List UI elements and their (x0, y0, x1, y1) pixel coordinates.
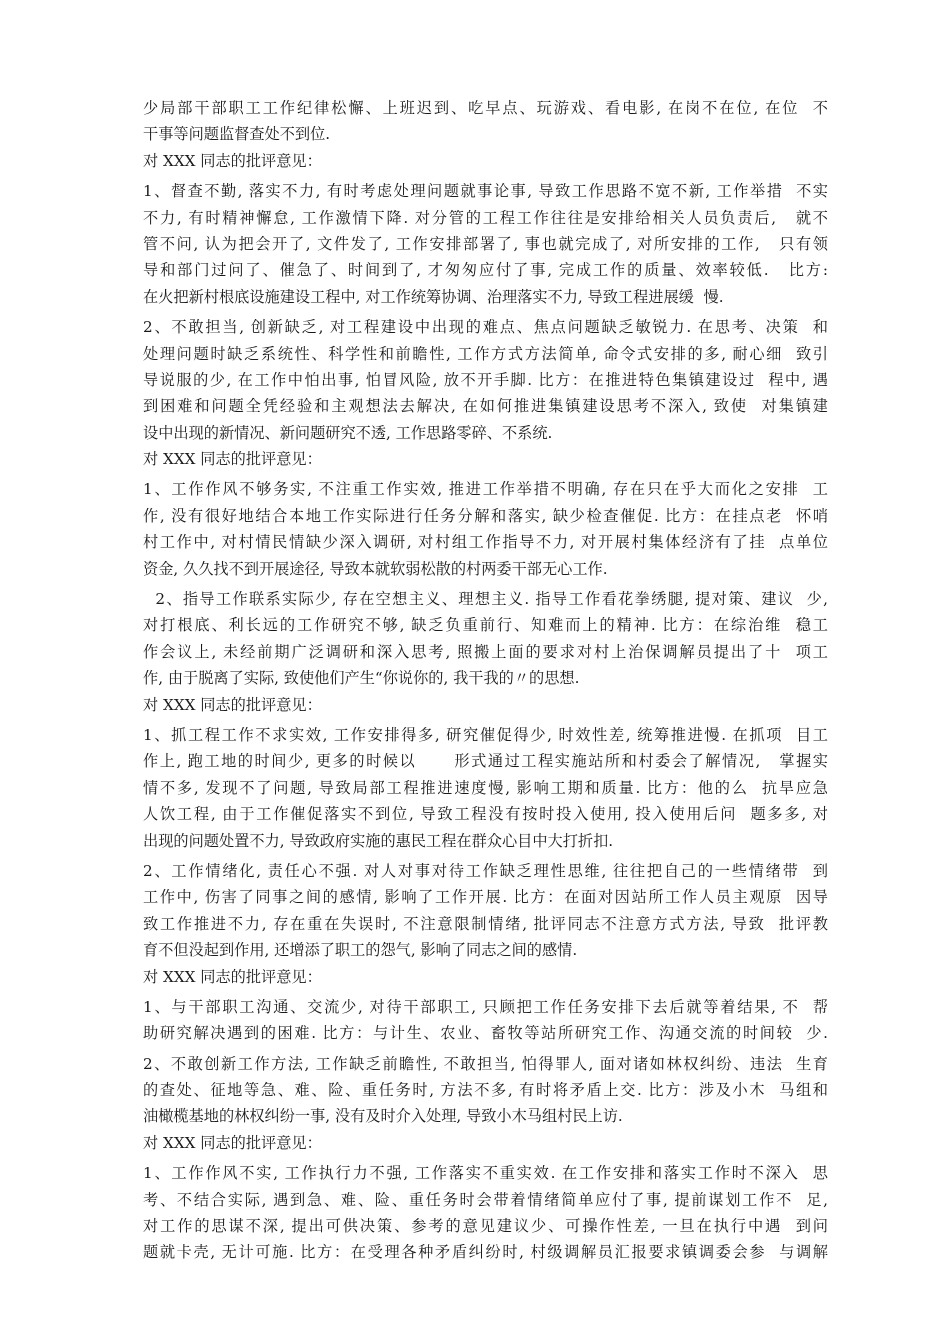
text-line: 情不多, 发现不了问题, 导致局部工程推进速度慢, 影响工期和质量. 比方：他的么 抗旱应急 (143, 778, 828, 797)
text-line: 1、与干部职工沟通、交流少, 对待干部职工, 只顾把工作任务安排下去后就等着结果, 不 帮 (143, 997, 828, 1016)
section-heading: 对 XXX 同志的批评意见： (143, 695, 322, 714)
section-heading: 对 XXX 同志的批评意见： (143, 151, 322, 170)
text-line: 人饮工程, 由于工作催促落实不到位, 导致工程没有按时投入使用, 投入使用后问 题多多, 对 (143, 805, 828, 824)
text-line: 1、抓工程工作不求实效, 工作安排得多, 研究催促得少, 时效性差, 统筹推进慢. 在抓项 目工 (143, 725, 828, 744)
text-line: 少局部干部职工工作纪律松懈、上班迟到、吃早点、玩游戏、看电影, 在岗不在位, 在位 不 (143, 99, 828, 117)
text-line: 在火把新村根底设施建设工程中, 对工作统筹协调、治理落实不力, 导致工程进展缓 慢. (143, 287, 724, 306)
text-line: 对打根底、利长远的工作研究不够, 缺乏负重前行、知难而上的精神. 比方：在综治维 稳工 (143, 616, 828, 635)
text-line: 2、不敢创新工作方法, 工作缺乏前瞻性, 不敢担当, 怕得罪人, 面对诸如林权纠纷、违法 生育 (143, 1054, 828, 1073)
text-line: 1、工作作风不够务实, 不注重工作实效, 推进工作举措不明确, 存在只在乎大而化之安排 工 (143, 480, 828, 499)
text-line: 2、指导工作联系实际少, 存在空想主义、理想主义. 指导工作看花拳绣腿, 提对策、建议 少, (143, 590, 828, 609)
text-line: 村工作中, 对村情民情缺少深入调研, 对村组工作指导不力, 对开展村集体经济有了挂 点单位 (143, 533, 828, 552)
text-line: 管不问, 认为把会开了, 文件发了, 工作安排部署了, 事也就完成了, 对所安排的工作, 只有领 (143, 234, 828, 253)
text-line: 育不但没起到作用, 还增添了职工的怨气, 影响了同志之间的感情. (143, 941, 578, 960)
section-heading: 对 XXX 同志的批评意见： (143, 450, 322, 469)
text-line: 考、不结合实际, 遇到急、难、险、重任务时会带着情绪简单应付了事, 提前谋划工作不 足, (143, 1190, 828, 1209)
text-line: 设中出现的新情况、新问题研究不透, 工作思路零碎、不系统. (143, 423, 553, 442)
section-heading: 对 XXX 同志的批评意见： (143, 1133, 322, 1152)
text-line: 导和部门过问了、催急了、时间到了, 才匆匆应付了事, 完成工作的质量、效率较低. 比方: (143, 261, 828, 280)
text-line: 处理问题时缺乏系统性、科学性和前瞻性, 工作方式方法简单, 命令式安排的多, 耐心细 致引 (143, 344, 828, 363)
text-line: 不力, 有时精神懈怠, 工作激情下降. 对分管的工程工作往往是安排给相关人员负责后, 就不 (143, 208, 828, 227)
text-line: 助研究解决遇到的困难. 比方：与计生、农业、畜牧等站所研究工作、沟通交流的时间较 少. (143, 1024, 828, 1043)
text-line: 2、工作情绪化, 责任心不强. 对人对事对待工作缺乏理性思维, 往往把自己的一些情绪带 到 (143, 861, 828, 880)
text-line: 工作中, 伤害了同事之间的感情, 影响了工作开展. 比方：在面对因站所工作人员主观原 因导 (143, 888, 828, 907)
text-line: 的查处、征地等急、难、险、重任务时, 方法不多, 有时将矛盾上交. 比方：涉及小木 马组和 (143, 1081, 828, 1100)
text-line: 作, 没有很好地结合本地工作实际进行任务分解和落实, 缺少检查催促. 比方：在挂点老 怀哨 (143, 506, 828, 525)
text-line: 干事等问题监督查处不到位. (143, 125, 331, 144)
text-line: 题就卡壳, 无计可施. 比方：在受理各种矛盾纠纷时, 村级调解员汇报要求镇调委会参 与调解 (143, 1243, 828, 1262)
text-line: 出现的问题处置不力, 导致政府实施的惠民工程在群众心目中大打折扣. (143, 831, 614, 850)
text-line: 作, 由于脱离了实际, 致使他们产生“你说你的, 我干我的〃的思想. (143, 669, 580, 688)
text-line: 作会议上, 未经前期广泛调研和深入思考, 照搬上面的要求对村上治保调解员提出了十 项工 (143, 642, 828, 661)
text-line: 1、督查不勤, 落实不力, 有时考虑处理问题就事论事, 导致工作思路不宽不新, 工作举措 不实 (143, 182, 828, 201)
text-line: 到困难和问题全凭经验和主观想法去解决, 在如何推进集镇建设思考不深入, 致使 对集镇建 (143, 397, 828, 416)
text-line: 资金, 久久找不到开展途径, 导致本就软弱松散的村两委干部无心工作. (143, 559, 608, 578)
text-line: 对工作的思谋不深, 提出可供决策、参考的意见建议少、可操作性差, 一旦在执行中遇 到问 (143, 1217, 828, 1236)
text-line: 作上, 跑工地的时间少, 更多的时候以 形式通过工程实施站所和村委会了解情况, 掌握实 (143, 752, 828, 771)
document-body (143, 95, 828, 1266)
text-line: 导说服的少, 在工作中怕出事, 怕冒风险, 放不开手脚. 比方：在推进特色集镇建设过 程中, 遇 (143, 370, 828, 389)
text-line: 2、不敢担当, 创新缺乏, 对工程建设中出现的难点、焦点问题缺乏敏锐力. 在思考、决策 和 (143, 318, 828, 337)
text-line: 致工作推进不力, 存在重在失误时, 不注意限制情绪, 批评同志不注意方式方法, 导致 批评教 (143, 914, 828, 933)
text-line: 1、工作作风不实, 工作执行力不强, 工作落实不重实效. 在工作安排和落实工作时不深入 思 (143, 1164, 828, 1183)
section-heading: 对 XXX 同志的批评意见： (143, 967, 322, 986)
text-line: 油橄榄基地的林权纠纷一事, 没有及时介入处理, 导致小木马组村民上访. (143, 1107, 623, 1126)
